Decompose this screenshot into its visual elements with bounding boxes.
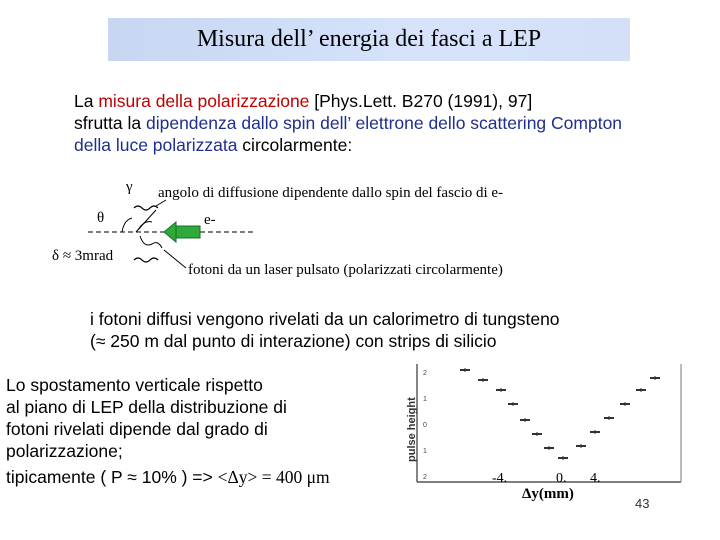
y-tick-label: 2 <box>423 474 427 481</box>
intro-text: sfrutta la <box>74 113 146 133</box>
intro-text: circolarmente: <box>237 135 353 155</box>
plot-data-points <box>460 368 660 460</box>
intro-line-1 <box>74 90 532 112</box>
shift-line-3: fotoni rivelati dipende dal grado di <box>6 419 268 439</box>
y-tick-label: 1 <box>423 396 427 403</box>
intro-highlight: misura della polarizzazione <box>98 91 310 111</box>
y-tick-label: 1 <box>423 448 427 455</box>
detection-line-1: i fotoni diffusi vengono rivelati da un calorimetro di tungsteno <box>90 309 560 329</box>
detection-line-2: (≈ 250 m dal punto di interazione) con strips di silicio <box>90 331 497 351</box>
x-tick-label: 4. <box>590 471 601 486</box>
scattering-angle-text: angolo di diffusione dipendente dallo spin del fascio di e- <box>158 185 504 201</box>
y-tick-label: 2 <box>423 370 427 377</box>
intro-highlight: dipendenza dallo spin dell’ elettrone dello scattering Compton <box>145 113 623 133</box>
laser-photon-wave <box>134 258 158 262</box>
delta-label: δ ≈ 3mrad <box>52 248 114 264</box>
x-tick-label: 0. <box>556 471 567 486</box>
intro-text: La <box>74 91 99 111</box>
electron-label: e- <box>204 212 216 228</box>
intro-line-3 <box>74 134 352 156</box>
theta-arc <box>122 218 132 232</box>
y-tick-label: 0 <box>423 422 427 429</box>
intro-highlight: della luce polarizzata <box>74 135 238 155</box>
gamma-label: γ <box>126 179 133 195</box>
mean-shift-formula: <Δy> = 400 μm <box>217 467 330 487</box>
shift-line-1: Lo spostamento verticale rispetto <box>6 375 263 395</box>
page-title: Misura dell’ energia dei fasci a LEP <box>196 26 542 52</box>
angle-connector <box>138 222 152 230</box>
plot-x-label: Δy(mm) <box>522 486 574 502</box>
page-number: 43 <box>635 496 650 511</box>
intro-line-2 <box>74 112 622 134</box>
title-banner <box>108 18 630 61</box>
outgoing-photon-wave <box>134 206 158 210</box>
shift-line-2: al piano di LEP della distribuzione di <box>6 397 287 417</box>
delta-connector <box>140 236 162 248</box>
reference-text: [Phys.Lett. B270 (1991), 97] <box>309 91 533 111</box>
laser-photons-text: fotoni da un laser pulsato (polarizzati circolarmente) <box>188 262 503 278</box>
plot-y-label: pulse height <box>406 397 418 462</box>
shift-line-4: polarizzazione; <box>6 441 123 461</box>
theta-label: θ <box>97 210 105 226</box>
plot-y-ticks <box>423 370 427 481</box>
shift-line-5 <box>6 466 330 488</box>
electron-arrow <box>164 222 200 242</box>
shift-prefix: tipicamente ( P ≈ 10% ) => <box>6 467 218 487</box>
photon-pointer <box>164 250 186 268</box>
x-tick-label: -4. <box>492 471 508 486</box>
